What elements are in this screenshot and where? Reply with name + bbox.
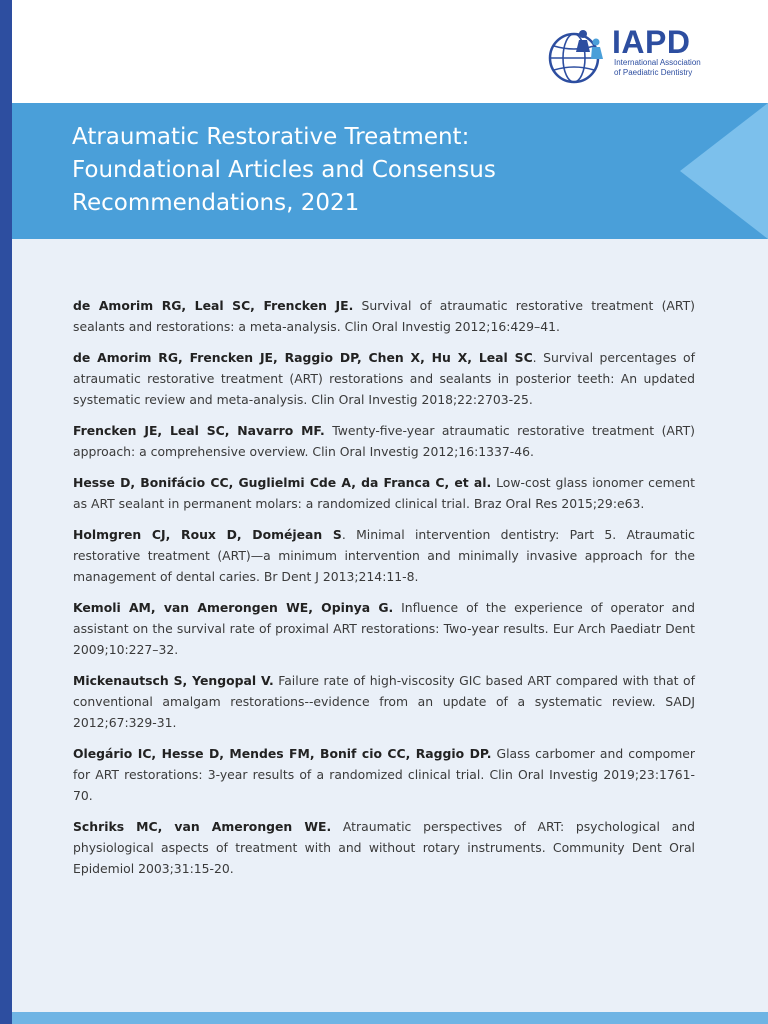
left-accent-bar [0, 0, 12, 1024]
reference-text: Glass carbomer and compomer for ART restorations: 3-year results of a randomized clinical trial. Clin Oral Investig 2019;23:1761-70. [73, 746, 696, 803]
reference-authors: de Amorim RG, Leal SC, Frencken JE. [73, 298, 354, 313]
reference-authors: de Amorim RG, Frencken JE, Raggio DP, Chen X, Hu X, Leal SC [73, 350, 533, 365]
title-banner [12, 103, 768, 239]
reference-item [73, 743, 695, 806]
reference-item [73, 524, 695, 587]
logo-subtitle-line: of Paediatric Dentistry [614, 68, 693, 77]
reference-text: Influence of the experience of operator and assistant on the survival rate of proximal ART restorations: Two-year results. Eur Arch Paediatr Dent 2009;10:227–32. [73, 600, 695, 657]
logo-subtitle [614, 58, 724, 78]
title-line: Recommendations, 2021 [72, 190, 360, 216]
reference-authors: Kemoli AM, van Amerongen WE, Opinya G. [73, 600, 394, 615]
reference-text: Twenty-five-year atraumatic restorative treatment (ART) approach: a comprehensive overview. Clin Oral Investig 2012;16:1337-46. [73, 423, 695, 459]
reference-authors: Holmgren CJ, Roux D, Doméjean S [73, 527, 342, 542]
page-title [72, 121, 572, 220]
reference-item [73, 670, 695, 733]
reference-authors: Hesse D, Bonifácio CC, Guglielmi Cde A, da Franca C, et al. [73, 475, 492, 490]
reference-item [73, 816, 695, 879]
reference-item [73, 597, 695, 660]
reference-item [73, 420, 695, 462]
reference-text: Low-cost glass ionomer cement as ART sealant in permanent molars: a randomized clinical trial. Braz Oral Res 2015;29:e63. [73, 475, 696, 511]
title-line: Atraumatic Restorative Treatment: [72, 124, 470, 150]
reference-text: Atraumatic perspectives of ART: psychological and physiological aspects of treatment with and without rotary instruments. Community Dent Oral Epidemiol 2003;31:15-20. [73, 819, 695, 876]
globe-logo-icon [546, 22, 612, 88]
reference-text: . Survival percentages of atraumatic restorative treatment (ART) restorations and sealants in posterior teeth: An updated systematic review and meta-analysis. Clin Oral Investig 2018;22:2703-25. [73, 350, 695, 407]
reference-item [73, 295, 695, 337]
footer-strip [12, 1012, 768, 1024]
reference-text: Survival of atraumatic restorative treatment (ART) sealants and restorations: a meta-analysis. Clin Oral Investig 2012;16:429–41. [73, 298, 695, 334]
reference-list [73, 295, 695, 889]
logo-subtitle-line: International Association [614, 58, 701, 67]
reference-authors: Frencken JE, Leal SC, Navarro MF. [73, 423, 325, 438]
reference-item [73, 472, 695, 514]
reference-item [73, 347, 695, 410]
reference-text: Failure rate of high-viscosity GIC based ART compared with that of conventional amalgam restorations--evidence from an update of a systematic review. SADJ 2012;67:329-31. [73, 673, 695, 730]
reference-authors: Schriks MC, van Amerongen WE. [73, 819, 332, 834]
reference-authors: Mickenautsch S, Yengopal V. [73, 673, 274, 688]
reference-text: . Minimal intervention dentistry: Part 5. Atraumatic restorative treatment (ART)—a minimum intervention and minimally invasive approach for the management of dental caries. Br Dent J 2013;214:11-8. [73, 527, 695, 584]
logo-wordmark: IAPD [612, 24, 691, 60]
title-line: Foundational Articles and Consensus [72, 157, 496, 183]
reference-authors: Olegário IC, Hesse D, Mendes FM, Bonif cio CC, Raggio DP. [73, 746, 492, 761]
